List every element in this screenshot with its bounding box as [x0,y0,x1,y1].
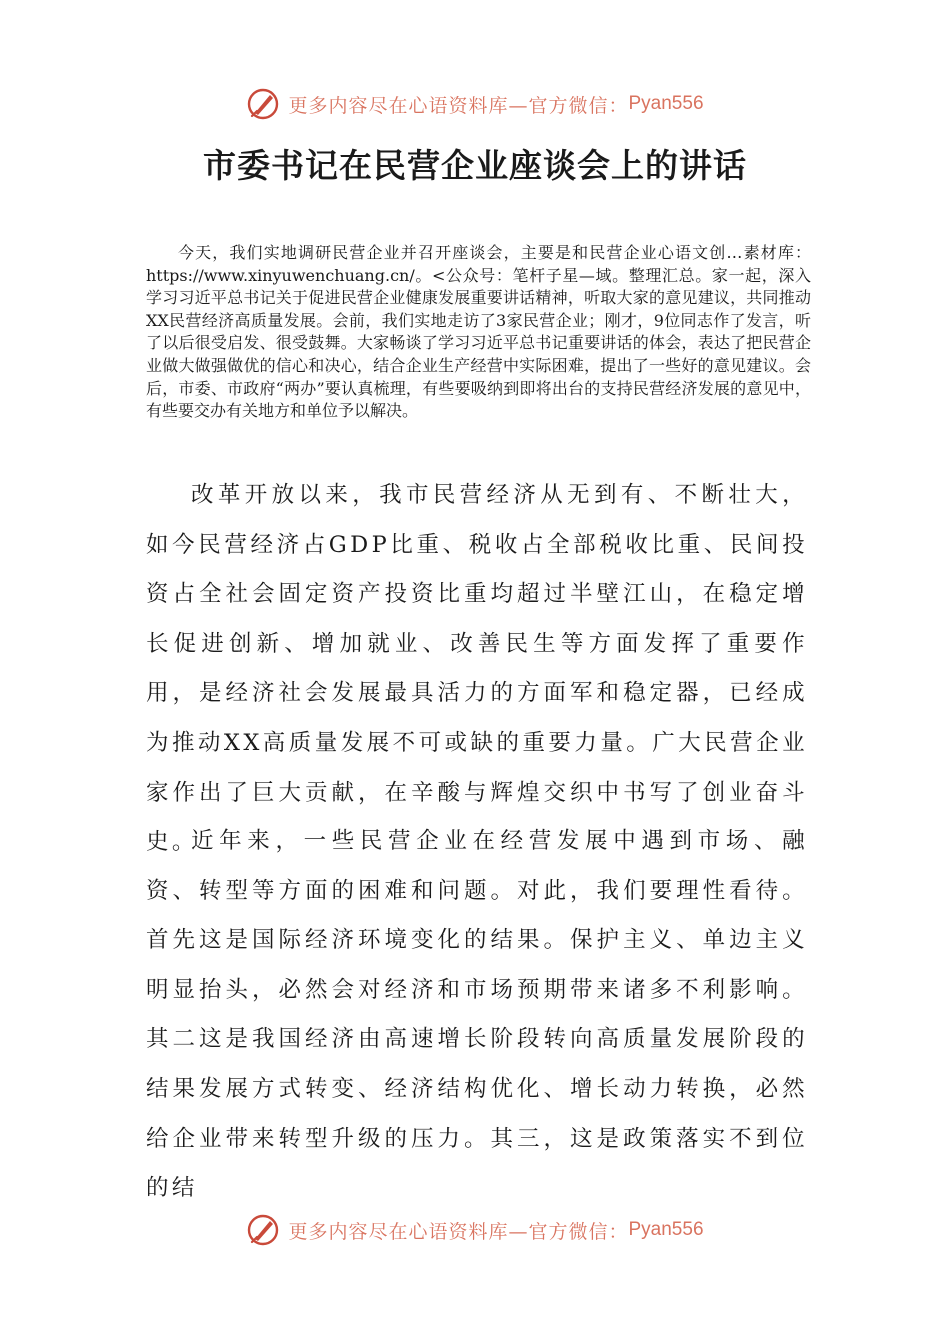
quill-logo-icon [246,87,280,121]
watermark-text: 更多内容尽在心语资料库—官方微信： [288,94,629,117]
quill-logo-icon [246,1213,280,1247]
intro-paragraph: 今天，我们实地调研民营企业并召开座谈会，主要是和民营企业心语文创…素材库：https://www.xinyuwenchuang.cn/。<公众号：笔杆子星—域。整理汇总。家一起，深入学习习近平总书记关于促进民营企业健康发展重要讲话精神，听取大家的意见建议，共同推动XX民营经济高质量发展。会前，我们实地走访了3家民营企业；刚才，9位同志作了发言，听了以后很受启发、很受鼓舞。大家畅谈了学习习近平总书记重要讲话的体会，表达了把民营企业做大做强做优的信心和决心，结合企业生产经营中实际困难，提出了一些好的意见建议。会后，市委、市政府“两办”要认真梳理，有些要吸纳到即将出台的支持民营经济发展的意见中，有些要交办有关地方和单位予以解决。 [146,243,811,421]
header-watermark [0,84,950,124]
watermark-wechat-id: Pyan556 [628,93,704,114]
body-paragraph-1: 改革开放以来，我市民营经济从无到有、不断壮大，如今民营经济占GDP比重、税收占全部税收比重、民间投资占全社会固定资产投资比重均超过半壁江山，在稳定增长促进创新、增加就业、改善民生等方面发挥了重要作用，是经济社会发展最具活力的方面军和稳定器，已经成为推动XX高质量发展不可或缺的重要力量。广大民营企业家作出了巨大贡献，在辛酸与辉煌交织中书写了创业奋斗史。 [146,482,808,856]
watermark-wechat-id: Pyan556 [628,1219,704,1240]
footer-watermark [0,1210,950,1250]
document-title: 市委书记在民营企业座谈会上的讲话 [203,146,747,185]
watermark-text: 更多内容尽在心语资料库—官方微信： [288,1220,629,1243]
body-paragraph-2: 近年来，一些民营企业在经营发展中遇到市场、融资、转型等方面的困难和问题。对此，我们要理性看待。首先这是国际经济环境变化的结果。保护主义、单边主义明显抬头，必然会对经济和市场预期带来诸多不利影响。其二这是我国经济由高速增长阶段转向高质量发展阶段的结果发展方式转变、经济结构优化、增长动力转换，必然给企业带来转型升级的压力。其三，这是政策落实不到位的结 [146,828,808,1202]
